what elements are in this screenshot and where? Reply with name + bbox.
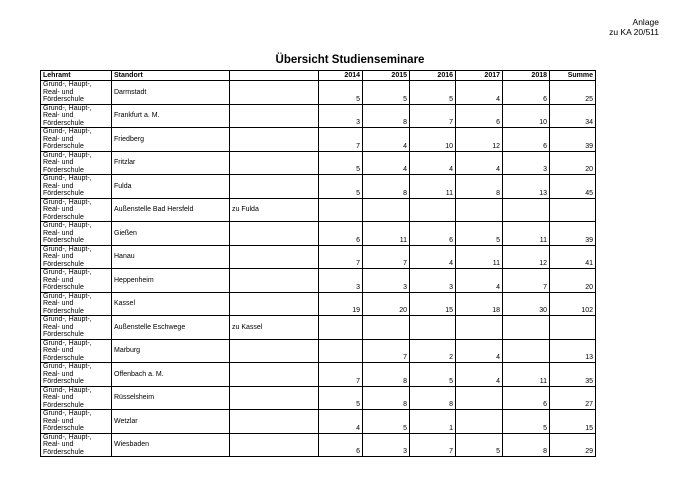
cell-value-2017: 18	[456, 292, 503, 316]
cell-standort: Frankfurt a. M.	[112, 104, 230, 128]
cell-value-2016: 2	[410, 339, 456, 363]
cell-value-2017	[456, 410, 503, 434]
cell-value-2016: 4	[410, 151, 456, 175]
cell-standort: Darmstadt	[112, 81, 230, 105]
cell-note	[230, 151, 319, 175]
cell-value-2015: 5	[363, 410, 410, 434]
column-header-2014: 2014	[319, 71, 363, 81]
table-row	[41, 339, 596, 363]
cell-value-2017	[456, 316, 503, 340]
cell-summe: 39	[550, 222, 596, 246]
cell-value-2014	[319, 198, 363, 222]
cell-summe: 41	[550, 245, 596, 269]
column-header-2016: 2016	[410, 71, 456, 81]
column-header-summe: Summe	[550, 71, 596, 81]
cell-summe: 25	[550, 81, 596, 105]
cell-value-2018: 8	[503, 433, 550, 457]
cell-standort: Heppenheim	[112, 269, 230, 293]
cell-lehramt: Grund-, Haupt-, Real- und Förderschule	[41, 104, 112, 128]
cell-value-2018: 11	[503, 222, 550, 246]
cell-value-2018	[503, 198, 550, 222]
column-header-2018: 2018	[503, 71, 550, 81]
cell-note	[230, 222, 319, 246]
header-row	[41, 71, 596, 81]
cell-value-2017: 4	[456, 81, 503, 105]
cell-standort: Friedberg	[112, 128, 230, 152]
cell-value-2017: 11	[456, 245, 503, 269]
cell-standort: Gießen	[112, 222, 230, 246]
cell-value-2017: 6	[456, 104, 503, 128]
column-header-2015: 2015	[363, 71, 410, 81]
cell-value-2016: 10	[410, 128, 456, 152]
cell-value-2018	[503, 316, 550, 340]
cell-value-2018: 6	[503, 386, 550, 410]
table-row	[41, 222, 596, 246]
cell-lehramt: Grund-, Haupt-, Real- und Förderschule	[41, 151, 112, 175]
table-row	[41, 245, 596, 269]
cell-lehramt: Grund-, Haupt-, Real- und Förderschule	[41, 386, 112, 410]
cell-value-2016: 1	[410, 410, 456, 434]
cell-lehramt: Grund-, Haupt-, Real- und Förderschule	[41, 410, 112, 434]
cell-value-2017: 4	[456, 151, 503, 175]
cell-lehramt: Grund-, Haupt-, Real- und Förderschule	[41, 128, 112, 152]
cell-lehramt: Grund-, Haupt-, Real- und Förderschule	[41, 339, 112, 363]
cell-note	[230, 269, 319, 293]
column-header-note	[230, 71, 319, 81]
cell-note	[230, 292, 319, 316]
cell-standort: Hanau	[112, 245, 230, 269]
table-row	[41, 433, 596, 457]
cell-standort: Offenbach a. M.	[112, 363, 230, 387]
cell-value-2016: 3	[410, 269, 456, 293]
cell-summe: 45	[550, 175, 596, 199]
cell-value-2015: 8	[363, 175, 410, 199]
cell-summe: 29	[550, 433, 596, 457]
cell-value-2015: 4	[363, 128, 410, 152]
cell-value-2015: 8	[363, 104, 410, 128]
cell-lehramt: Grund-, Haupt-, Real- und Förderschule	[41, 222, 112, 246]
cell-value-2018	[503, 339, 550, 363]
cell-value-2015	[363, 316, 410, 340]
cell-standort: Wiesbaden	[112, 433, 230, 457]
cell-value-2016: 5	[410, 363, 456, 387]
cell-value-2014: 5	[319, 175, 363, 199]
cell-standort: Außenstelle Bad Hersfeld	[112, 198, 230, 222]
cell-value-2017: 8	[456, 175, 503, 199]
cell-value-2017: 5	[456, 222, 503, 246]
header-note	[609, 17, 659, 37]
cell-lehramt: Grund-, Haupt-, Real- und Förderschule	[41, 316, 112, 340]
cell-summe: 102	[550, 292, 596, 316]
cell-value-2018: 10	[503, 104, 550, 128]
cell-value-2014: 5	[319, 151, 363, 175]
cell-value-2017	[456, 198, 503, 222]
cell-note	[230, 363, 319, 387]
cell-lehramt: Grund-, Haupt-, Real- und Förderschule	[41, 292, 112, 316]
cell-note	[230, 104, 319, 128]
cell-value-2018: 6	[503, 128, 550, 152]
cell-value-2014: 6	[319, 222, 363, 246]
cell-summe: 34	[550, 104, 596, 128]
cell-value-2016: 6	[410, 222, 456, 246]
cell-note	[230, 410, 319, 434]
cell-summe: 20	[550, 151, 596, 175]
table-row	[41, 410, 596, 434]
table-row	[41, 81, 596, 105]
cell-standort: Kassel	[112, 292, 230, 316]
cell-value-2014: 6	[319, 433, 363, 457]
cell-lehramt: Grund-, Haupt-, Real- und Förderschule	[41, 175, 112, 199]
cell-value-2016: 8	[410, 386, 456, 410]
cell-note	[230, 175, 319, 199]
cell-value-2018: 7	[503, 269, 550, 293]
cell-value-2016	[410, 316, 456, 340]
cell-standort: Fritzlar	[112, 151, 230, 175]
cell-summe	[550, 316, 596, 340]
cell-value-2014: 5	[319, 81, 363, 105]
cell-summe: 27	[550, 386, 596, 410]
cell-value-2015	[363, 198, 410, 222]
table-row	[41, 386, 596, 410]
cell-value-2014: 3	[319, 269, 363, 293]
cell-value-2017	[456, 386, 503, 410]
cell-value-2018: 6	[503, 81, 550, 105]
cell-value-2014: 19	[319, 292, 363, 316]
cell-standort: Fulda	[112, 175, 230, 199]
cell-value-2014: 5	[319, 386, 363, 410]
cell-value-2018: 13	[503, 175, 550, 199]
cell-value-2014	[319, 316, 363, 340]
table-row	[41, 316, 596, 340]
cell-value-2014: 3	[319, 104, 363, 128]
cell-note	[230, 128, 319, 152]
cell-value-2016: 7	[410, 104, 456, 128]
cell-value-2017: 5	[456, 433, 503, 457]
table-row	[41, 292, 596, 316]
cell-note	[230, 81, 319, 105]
document-title: Übersicht Studienseminare	[275, 54, 425, 66]
cell-value-2017: 4	[456, 363, 503, 387]
column-header-standort: Standort	[112, 71, 230, 81]
cell-lehramt: Grund-, Haupt-, Real- und Förderschule	[41, 433, 112, 457]
cell-note: zu Fulda	[230, 198, 319, 222]
cell-value-2015: 8	[363, 363, 410, 387]
cell-lehramt: Grund-, Haupt-, Real- und Förderschule	[41, 198, 112, 222]
cell-standort: Rüsselsheim	[112, 386, 230, 410]
cell-value-2015: 7	[363, 339, 410, 363]
cell-value-2015: 11	[363, 222, 410, 246]
cell-note	[230, 386, 319, 410]
cell-lehramt: Grund-, Haupt-, Real- und Förderschule	[41, 81, 112, 105]
cell-value-2015: 3	[363, 269, 410, 293]
cell-summe	[550, 198, 596, 222]
header-note-anlage: Anlage	[632, 17, 659, 27]
table-row	[41, 151, 596, 175]
cell-standort: Wetzlar	[112, 410, 230, 434]
cell-value-2016: 11	[410, 175, 456, 199]
cell-note	[230, 433, 319, 457]
cell-value-2015: 7	[363, 245, 410, 269]
cell-lehramt: Grund-, Haupt-, Real- und Förderschule	[41, 269, 112, 293]
cell-value-2014: 7	[319, 245, 363, 269]
cell-value-2015: 5	[363, 81, 410, 105]
table-row	[41, 175, 596, 199]
cell-lehramt: Grund-, Haupt-, Real- und Förderschule	[41, 363, 112, 387]
cell-value-2018: 30	[503, 292, 550, 316]
cell-summe: 35	[550, 363, 596, 387]
cell-summe: 15	[550, 410, 596, 434]
table-body	[41, 71, 596, 457]
cell-value-2016: 5	[410, 81, 456, 105]
column-header-2017: 2017	[456, 71, 503, 81]
cell-note	[230, 339, 319, 363]
cell-value-2016: 4	[410, 245, 456, 269]
cell-value-2014: 4	[319, 410, 363, 434]
cell-value-2017: 4	[456, 269, 503, 293]
table-row	[41, 198, 596, 222]
table-row	[41, 269, 596, 293]
table-row	[41, 104, 596, 128]
cell-summe: 39	[550, 128, 596, 152]
cell-value-2016	[410, 198, 456, 222]
header-note-reference: zu KA 20/511	[609, 27, 659, 37]
cell-standort: Marburg	[112, 339, 230, 363]
cell-note: zu Kassel	[230, 316, 319, 340]
cell-value-2017: 4	[456, 339, 503, 363]
cell-value-2014: 7	[319, 363, 363, 387]
cell-summe: 20	[550, 269, 596, 293]
cell-value-2015: 3	[363, 433, 410, 457]
cell-value-2015: 20	[363, 292, 410, 316]
cell-value-2018: 5	[503, 410, 550, 434]
cell-standort: Außenstelle Eschwege	[112, 316, 230, 340]
cell-value-2017: 12	[456, 128, 503, 152]
cell-value-2016: 15	[410, 292, 456, 316]
seminar-table	[40, 70, 596, 457]
cell-value-2018: 11	[503, 363, 550, 387]
cell-lehramt: Grund-, Haupt-, Real- und Förderschule	[41, 245, 112, 269]
cell-value-2015: 8	[363, 386, 410, 410]
cell-note	[230, 245, 319, 269]
cell-value-2018: 12	[503, 245, 550, 269]
cell-value-2014	[319, 339, 363, 363]
cell-value-2018: 3	[503, 151, 550, 175]
cell-value-2016: 7	[410, 433, 456, 457]
cell-value-2015: 4	[363, 151, 410, 175]
table-row	[41, 128, 596, 152]
table-row	[41, 363, 596, 387]
cell-value-2014: 7	[319, 128, 363, 152]
cell-summe: 13	[550, 339, 596, 363]
column-header-lehramt: Lehramt	[41, 71, 112, 81]
